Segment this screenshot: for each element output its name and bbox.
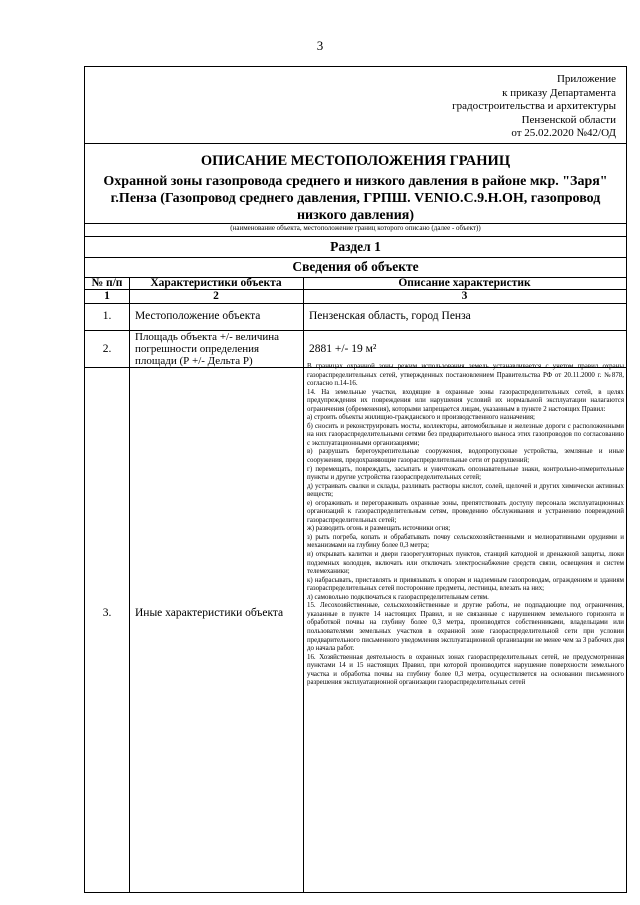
document-frame (84, 66, 627, 893)
row-number: 3. (102, 607, 112, 619)
other-characteristics-text (307, 363, 624, 688)
row-characteristic: Иные характеристики объекта (135, 607, 284, 619)
text-paragraph: з) рыть погреба, копать и обрабатывать почву сельскохозяйственными и мелиоративными орудиями и механизмами на глубину более 0,3 метра; (307, 533, 624, 550)
table-numbers-border (85, 303, 626, 304)
row-number: 1. (102, 310, 112, 322)
text-paragraph: 16. Хозяйственная деятельность в охранных зонах газораспределительных сетей, не предусмотренная пунктами 14 и 15 настоящих Правил, при которой производится нарушение поверхности земельного участка и обработка почвы на глубину более 0,3 метра, осуществляется на основании письменного разрешения эксплуатационной организации газораспределительных сетей (307, 653, 624, 687)
text-paragraph: а) строить объекты жилищно-гражданского и производственного назначения; (307, 414, 535, 422)
row-characteristic: Площадь объекта +/- величина погрешности определения площади (Р +/- Дельта Р) (135, 331, 280, 367)
object-caption: (наименование объекта, местоположение границ которого описано (далее - объект)) (230, 224, 481, 232)
table-column-divider (129, 277, 130, 892)
document-title: ОПИСАНИЕ МЕСТОПОЛОЖЕНИЯ ГРАНИЦ (200, 153, 511, 169)
table-header-description: Описание характеристик (398, 277, 531, 289)
text-paragraph: 15. Лесохозяйственные, сельскохозяйственные и другие работы, не подпадающие под ограничения, указанные в пункте 14 настоящих Правил, и не связанные с нарушением земельного горизонта и обработкой почвы на глубину более 0,3 метра, производятся собственниками, владельцами или пользователями земельных участков в охранной зоне газораспределительной сети при условии предварительного письменного уведомления эксплуатационной организации не менее чем за 3 рабочих дня до начала работ. (307, 602, 624, 653)
text-paragraph: ж) разводить огонь и размещать источники огня; (307, 525, 451, 533)
object-name: Охранной зоны газопровода среднего и низкого давления в районе мкр. "Заря" г.Пенза (Газопровод среднего давления, ГРПШ. VENIO.C.9.H.OH, газопровод низкого давления) (103, 174, 608, 223)
section-title: Раздел 1 (330, 239, 381, 254)
row-description: 2881 +/- 19 м² (309, 343, 377, 355)
approval-line: градостроительства и архитектуры (452, 100, 616, 112)
row-description: Пензенская область, город Пенза (309, 310, 471, 322)
divider (85, 257, 626, 258)
approval-line: Пензенской области (521, 113, 616, 126)
column-number: 3 (461, 290, 468, 302)
text-paragraph: В границах охранной зоны режим использования земель устанавливается с учетом правил охраны газораспределительных сетей, утвержденных постановлением Правительства РФ от 20.11.2000 г. №878, согласно п.14-16. (307, 363, 624, 388)
text-paragraph: в) разрушать берегоукрепительные сооружения, водопропускные устройства, земляные и иные сооружения, предохраняющие газораспределительные сети от разрушений; (307, 448, 624, 465)
text-paragraph: б) сносить и реконструировать мосты, коллекторы, автомобильные и железные дороги с расположенными на них газораспределительными сетями без предварительного выноса этих газопроводов по согласованию с эксплуатационными организациями; (307, 422, 624, 447)
row-characteristic: Местоположение объекта (135, 310, 261, 322)
text-paragraph: л) самовольно подключаться к газораспределительным сетям. (307, 593, 489, 601)
text-paragraph: д) устраивать свалки и склады, разливать растворы кислот, солей, щелочей и других химически активных веществ; (307, 482, 624, 499)
approval-line: Приложение (556, 73, 616, 85)
divider (85, 143, 626, 144)
table-column-divider (303, 277, 304, 892)
page-number: 3 (316, 38, 324, 53)
approval-block (452, 73, 616, 141)
text-paragraph: е) огораживать и перегораживать охранные зоны, препятствовать доступу персонала эксплуатационных организаций к газораспределительным сетям, проведению обслуживания и устранению повреждений газораспределительных сетей; (307, 499, 624, 524)
approval-line: к приказу Департамента (502, 86, 616, 99)
divider (85, 236, 626, 237)
text-paragraph: 14. На земельные участки, входящие в охранные зоны газораспределительных сетей, в целях предупреждения их повреждения или нарушения условий их нормальной эксплуатации налагаются ограничения (обременения), которыми запрещается лицам, указанным в пункте 2 настоящих Правил: (307, 388, 624, 413)
table-header-num: № п/п (91, 277, 123, 289)
row-number: 2. (102, 343, 112, 355)
text-paragraph: г) перемещать, повреждать, засыпать и уничтожать опознавательные знаки, контрольно-измерительные пункты и другие устройства газораспределительных сетей; (307, 465, 624, 482)
section-subtitle: Сведения об объекте (292, 259, 419, 274)
approval-line: от 25.02.2020 №42/ОД (511, 127, 616, 139)
text-paragraph: к) набрасывать, приставлять и привязывать к опорам и надземным газопроводам, ограждениям и зданиям газораспределительных сетей посторонние предметы, лестницы, влезать на них; (307, 576, 624, 593)
table-bottom-border (85, 892, 626, 893)
column-number: 1 (104, 290, 110, 302)
text-paragraph: и) открывать калитки и двери газорегуляторных пунктов, станций катодной и дренажной защиты, люки подземных колодцев, включать или отключать электроснабжение средств связи, освещения и систем телемеханики; (307, 551, 624, 576)
column-number: 2 (213, 290, 219, 302)
table-header-characteristic: Характеристики объекта (150, 277, 282, 289)
